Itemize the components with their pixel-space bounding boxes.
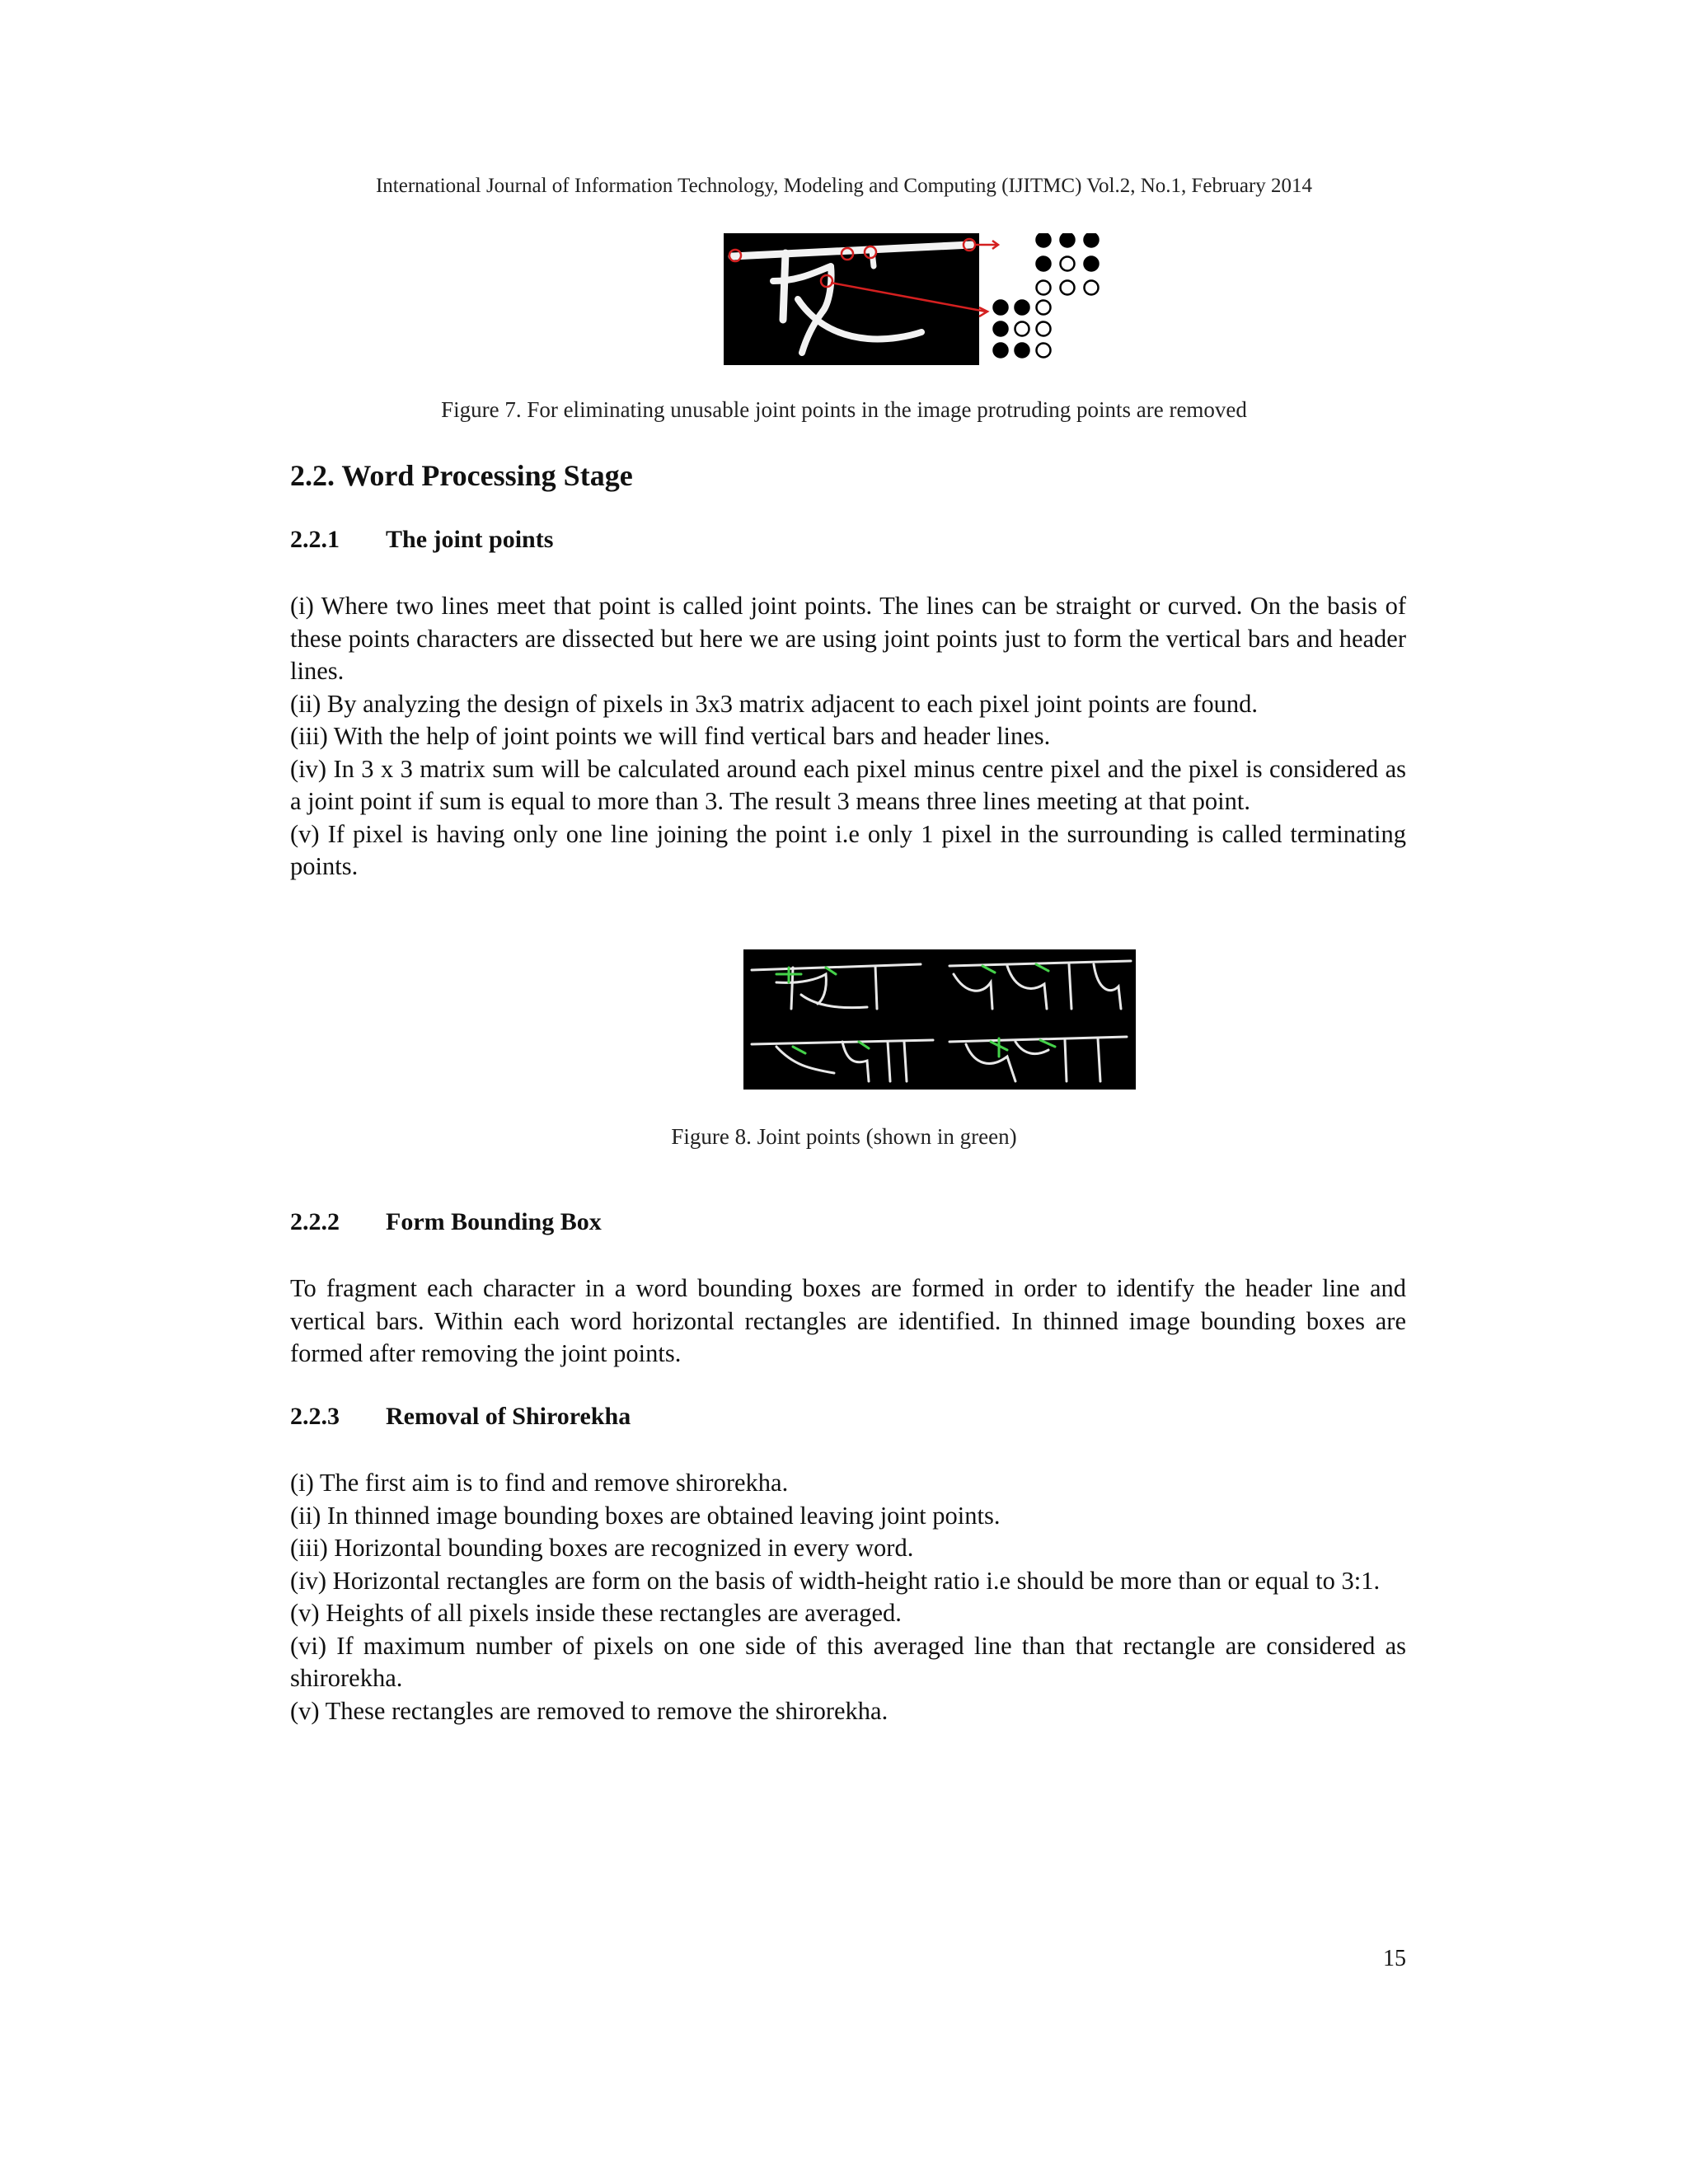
bounding-box-paragraph: [290, 1272, 1406, 1371]
list-item: (ii) By analyzing the design of pixels in 3x3 matrix adjacent to each pixel joint points are found.: [290, 689, 1258, 718]
list-item: (iv) In 3 x 3 matrix sum will be calculated around each pixel minus centre pixel and the pixel is considered as a joint point if sum is equal to more than 3. The result 3 means three lines meeting at that point.: [290, 754, 1406, 815]
section-title: 2.2. Word Processing Stage: [290, 459, 633, 492]
figure-8-image-bg: [743, 949, 1136, 1090]
subsection-heading-2-2-3: [290, 1403, 631, 1431]
figure-7-caption: Figure 7. For eliminating unusable joint points in the image protruding points are removed: [441, 397, 1247, 422]
page-number: 15: [1383, 1946, 1406, 1971]
shirorekha-list: [290, 1467, 1406, 1727]
list-item: (vi) If maximum number of pixels on one side of this averaged line than that rectangle are considered as shirorekha.: [290, 1631, 1406, 1692]
subsection-title: The joint points: [386, 526, 554, 553]
list-item: (v) Heights of all pixels inside these rectangles are averaged.: [290, 1599, 902, 1627]
filled-dot: [1061, 233, 1075, 247]
empty-dot: [1061, 257, 1075, 271]
figure-7-dot-matrix-bottom: [994, 301, 1051, 358]
figure-7-dot-matrix-top: [1037, 233, 1099, 295]
filled-dot: [1015, 344, 1029, 358]
filled-dot: [1015, 301, 1029, 315]
subsection-heading-2-2-2: [290, 1208, 602, 1236]
subsection-title: Removal of Shirorekha: [386, 1403, 631, 1430]
subsection-title: Form Bounding Box: [386, 1208, 602, 1235]
empty-dot: [1085, 281, 1099, 295]
subsection-number: 2.2.2: [290, 1208, 340, 1235]
empty-dot: [1037, 301, 1051, 315]
list-item: (iv) Horizontal rectangles are form on the basis of width-height ratio i.e should be more than or equal to 3:1.: [290, 1566, 1381, 1595]
list-item: (i) Where two lines meet that point is called joint points. The lines can be straight or curved. On the basis of these points characters are dissected but here we are using joint points just to form the vertical bars and header lines.: [290, 592, 1406, 685]
list-item: (ii) In thinned image bounding boxes are obtained leaving joint points.: [290, 1501, 1001, 1530]
figure-8: [743, 949, 1136, 1090]
running-header: International Journal of Information Technology, Modeling and Computing (IJITMC) Vol.2, No.1, February 2014: [375, 175, 1313, 197]
empty-dot: [1037, 344, 1051, 358]
empty-dot: [1015, 322, 1029, 336]
list-item: (v) These rectangles are removed to remove the shirorekha.: [290, 1696, 889, 1725]
figure-7: [724, 233, 1119, 365]
list-item: (i) The first aim is to find and remove shirorekha.: [290, 1469, 789, 1497]
list-item: (iii) With the help of joint points we will find vertical bars and header lines.: [290, 722, 1051, 750]
filled-dot: [1085, 257, 1099, 271]
subsection-heading-2-2-1: [290, 526, 553, 554]
filled-dot: [994, 344, 1008, 358]
filled-dot: [1037, 233, 1051, 247]
list-item: (v) If pixel is having only one line joining the point i.e only 1 pixel in the surrounding is called terminating points.: [290, 819, 1406, 880]
filled-dot: [994, 322, 1008, 336]
paragraph: To fragment each character in a word bounding boxes are formed in order to identify the header line and vertical bars. Within each word horizontal rectangles are identified. In thinned image bounding boxes are formed after removing the joint points.: [290, 1274, 1406, 1367]
subsection-number: 2.2.3: [290, 1403, 340, 1430]
empty-dot: [1037, 281, 1051, 295]
filled-dot: [1085, 233, 1099, 247]
filled-dot: [1037, 257, 1051, 271]
list-item: (iii) Horizontal bounding boxes are recognized in every word.: [290, 1534, 914, 1562]
empty-dot: [1037, 322, 1051, 336]
subsection-number: 2.2.1: [290, 526, 340, 553]
joint-points-list: [290, 590, 1406, 883]
empty-dot: [1061, 281, 1075, 295]
figure-8-caption: Figure 8. Joint points (shown in green): [671, 1124, 1017, 1149]
filled-dot: [994, 301, 1008, 315]
